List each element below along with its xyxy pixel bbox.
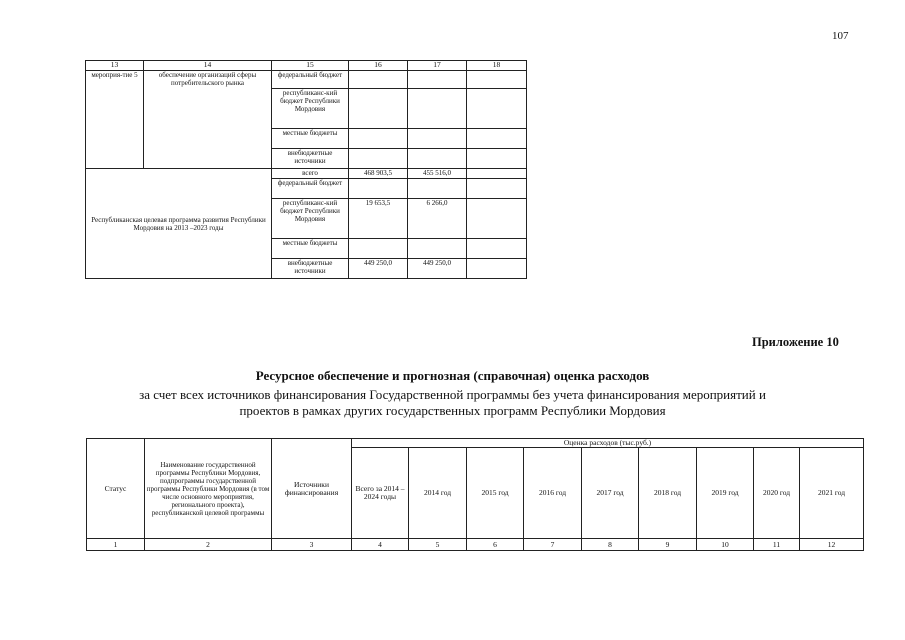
- value-cell: 455 516,0: [408, 169, 467, 179]
- funding-source-header: Источники финансирования: [272, 439, 352, 539]
- column-number-row: [87, 539, 864, 551]
- value-cell: [408, 71, 467, 89]
- value-cell: [349, 179, 408, 199]
- source-cell: местные бюджеты: [272, 129, 349, 149]
- status-cell: мероприя-тие 5: [86, 71, 144, 169]
- col-number: 14: [144, 61, 272, 71]
- source-cell: внебюджетные источники: [272, 259, 349, 279]
- value-cell: [349, 89, 408, 129]
- value-cell: [467, 129, 527, 149]
- value-cell: [408, 179, 467, 199]
- col-number: 12: [800, 539, 864, 551]
- value-cell: [408, 89, 467, 129]
- value-cell: [349, 129, 408, 149]
- value-cell: [467, 71, 527, 89]
- appendix-label: Приложение 10: [752, 335, 839, 349]
- col-number: 9: [639, 539, 697, 551]
- value-cell: 468 903,5: [349, 169, 408, 179]
- document-title: Ресурсное обеспечение и прогнозная (справочная) оценка расходов: [255, 368, 650, 383]
- source-cell: внебюджетные источники: [272, 149, 349, 169]
- source-cell: федеральный бюджет: [272, 179, 349, 199]
- year-header: 2017 год: [582, 448, 639, 539]
- column-number-row: [86, 61, 527, 71]
- value-cell: [408, 149, 467, 169]
- program-name-cell: обеспечение организаций сферы потребительского рынка: [144, 71, 272, 169]
- table-row: [86, 71, 527, 89]
- value-cell: [408, 239, 467, 259]
- source-cell: республиканс-кий бюджет Республики Мордовия: [272, 89, 349, 129]
- col-number: 6: [467, 539, 524, 551]
- value-cell: [467, 89, 527, 129]
- value-cell: [467, 149, 527, 169]
- value-cell: [349, 71, 408, 89]
- document-subtitle-line: проектов в рамках других государственных программ Республики Мордовия: [239, 403, 666, 418]
- value-cell: [467, 169, 527, 179]
- program-name-header: Наименование государственной программы Республики Мордовия, подпрограммы государственной программы Республики Мордовия (в том числе основного мероприятия, регионального проекта), республиканской целевой программы: [145, 439, 272, 539]
- document-subtitle-line: за счет всех источников финансирования Государственной программы без учета финансирования мероприятий и: [139, 387, 766, 402]
- page-number: 107: [832, 30, 849, 42]
- col-number: 17: [408, 61, 467, 71]
- value-cell: [349, 239, 408, 259]
- status-header: Статус: [87, 439, 145, 539]
- value-cell: 6 266,0: [408, 199, 467, 239]
- year-header: 2016 год: [524, 448, 582, 539]
- col-number: 4: [352, 539, 409, 551]
- value-cell: 449 250,0: [349, 259, 408, 279]
- col-number: 11: [754, 539, 800, 551]
- col-number: 7: [524, 539, 582, 551]
- header-row: [87, 439, 864, 448]
- source-cell: республиканс-кий бюджет Республики Мордовия: [272, 199, 349, 239]
- continuation-table: [85, 60, 527, 279]
- col-number: 10: [697, 539, 754, 551]
- value-cell: [467, 199, 527, 239]
- value-cell: [467, 179, 527, 199]
- col-number: 3: [272, 539, 352, 551]
- value-cell: 19 653,5: [349, 199, 408, 239]
- year-header: 2021 год: [800, 448, 864, 539]
- program-name-cell: Республиканская целевая программа развития Республики Мордовия на 2013 –2023 годы: [86, 169, 272, 279]
- value-cell: [467, 259, 527, 279]
- year-header: 2015 год: [467, 448, 524, 539]
- estimate-header: Оценка расходов (тыс.руб.): [352, 439, 864, 448]
- col-number: 13: [86, 61, 144, 71]
- value-cell: [467, 239, 527, 259]
- resource-estimate-header-table: [86, 438, 864, 551]
- col-number: 18: [467, 61, 527, 71]
- source-cell: всего: [272, 169, 349, 179]
- col-number: 1: [87, 539, 145, 551]
- col-number: 8: [582, 539, 639, 551]
- col-number: 2: [145, 539, 272, 551]
- year-header: 2018 год: [639, 448, 697, 539]
- col-number: 16: [349, 61, 408, 71]
- year-header: 2020 год: [754, 448, 800, 539]
- source-cell: местные бюджеты: [272, 239, 349, 259]
- value-cell: 449 250,0: [408, 259, 467, 279]
- source-cell: федеральный бюджет: [272, 71, 349, 89]
- col-number: 15: [272, 61, 349, 71]
- value-cell: [408, 129, 467, 149]
- table-row: [86, 169, 527, 179]
- year-header: 2014 год: [409, 448, 467, 539]
- total-period-header: Всего за 2014 – 2024 годы: [352, 448, 409, 539]
- col-number: 5: [409, 539, 467, 551]
- value-cell: [349, 149, 408, 169]
- year-header: 2019 год: [697, 448, 754, 539]
